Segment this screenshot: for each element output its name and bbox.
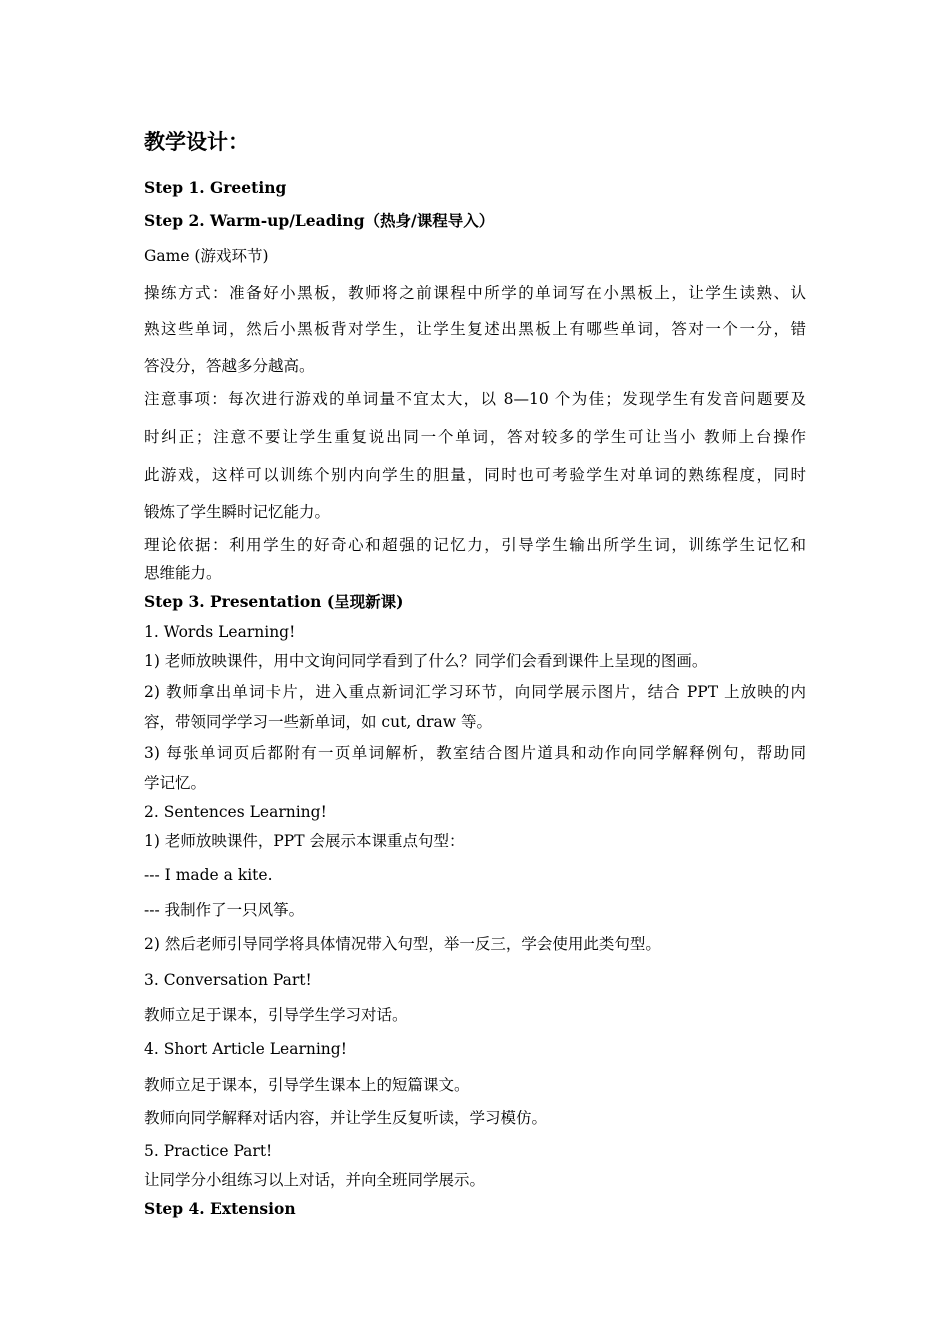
step1-heading: Step 1. Greeting: [144, 178, 287, 197]
sentence-example-cn: --- 我制作了一只风筝。: [144, 901, 305, 919]
short-article-heading: 4. Short Article Learning!: [144, 1040, 347, 1058]
words-learning-heading: 1. Words Learning!: [144, 623, 296, 641]
sentences-item-2: 2) 然后老师引导同学将具体情况带入句型，举一反三，学会使用此类句型。: [144, 935, 661, 953]
sentence-example-en: --- I made a kite.: [144, 866, 273, 884]
step2-heading: Step 2. Warm-up/Leading（热身/课程导入）: [144, 211, 495, 230]
practice-text: 让同学分小组练习以上对话，并向全班同学展示。: [144, 1171, 486, 1189]
notes-line-2: 时纠正；注意不要让学生重复说出同一个单词，答对较多的学生可让当小 教师上台操作: [144, 428, 806, 446]
words-item-2-line-2: 容，带领同学学习一些新单词，如 cut, draw 等。: [144, 713, 492, 731]
method-line-1: 操练方式：准备好小黑板，教师将之前课程中所学的单词写在小黑板上，让学生读熟、认: [144, 284, 806, 302]
method-line-3: 答没分，答越多分越高。: [144, 357, 315, 375]
words-item-1: 1) 老师放映课件，用中文询问同学看到了什么？同学们会看到课件上呈现的图画。: [144, 652, 708, 670]
notes-line-3: 此游戏，这样可以训练个别内向学生的胆量，同时也可考验学生对单词的熟练程度，同时: [144, 466, 806, 484]
notes-line-4: 锻炼了学生瞬时记忆能力。: [144, 503, 331, 521]
theory-line-1: 理论依据：利用学生的好奇心和超强的记忆力，引导学生输出所学生词，训练学生记忆和: [144, 536, 806, 554]
step4-heading: Step 4. Extension: [144, 1199, 296, 1218]
sentences-learning-heading: 2. Sentences Learning!: [144, 803, 327, 821]
words-item-3-line-1: 3) 每张单词页后都附有一页单词解析，教室结合图片道具和动作向同学解释例句，帮助同: [144, 744, 806, 762]
practice-heading: 5. Practice Part!: [144, 1142, 273, 1160]
conversation-text: 教师立足于课本，引导学生学习对话。: [144, 1006, 408, 1024]
theory-line-2: 思维能力。: [144, 564, 222, 582]
page-title: 教学设计：: [144, 129, 249, 154]
game-label: Game (游戏环节): [144, 247, 269, 265]
words-item-3-line-2: 学记忆。: [144, 774, 207, 792]
step3-heading: Step 3. Presentation (呈现新课): [144, 592, 404, 611]
sentences-item-1: 1) 老师放映课件，PPT 会展示本课重点句型：: [144, 832, 465, 850]
words-item-2-line-1: 2) 教师拿出单词卡片，进入重点新词汇学习环节，向同学展示图片，结合 PPT 上放映的内: [144, 683, 806, 701]
short-article-text-2: 教师向同学解释对话内容，并让学生反复听读，学习模仿。: [144, 1109, 548, 1127]
method-line-2: 熟这些单词，然后小黑板背对学生，让学生复述出黑板上有哪些单词，答对一个一分，错: [144, 320, 806, 338]
notes-line-1: 注意事项：每次进行游戏的单词量不宜太大，以 8—10 个为佳；发现学生有发音问题要及: [144, 390, 806, 408]
short-article-text-1: 教师立足于课本，引导学生课本上的短篇课文。: [144, 1076, 470, 1094]
conversation-heading: 3. Conversation Part!: [144, 971, 312, 989]
